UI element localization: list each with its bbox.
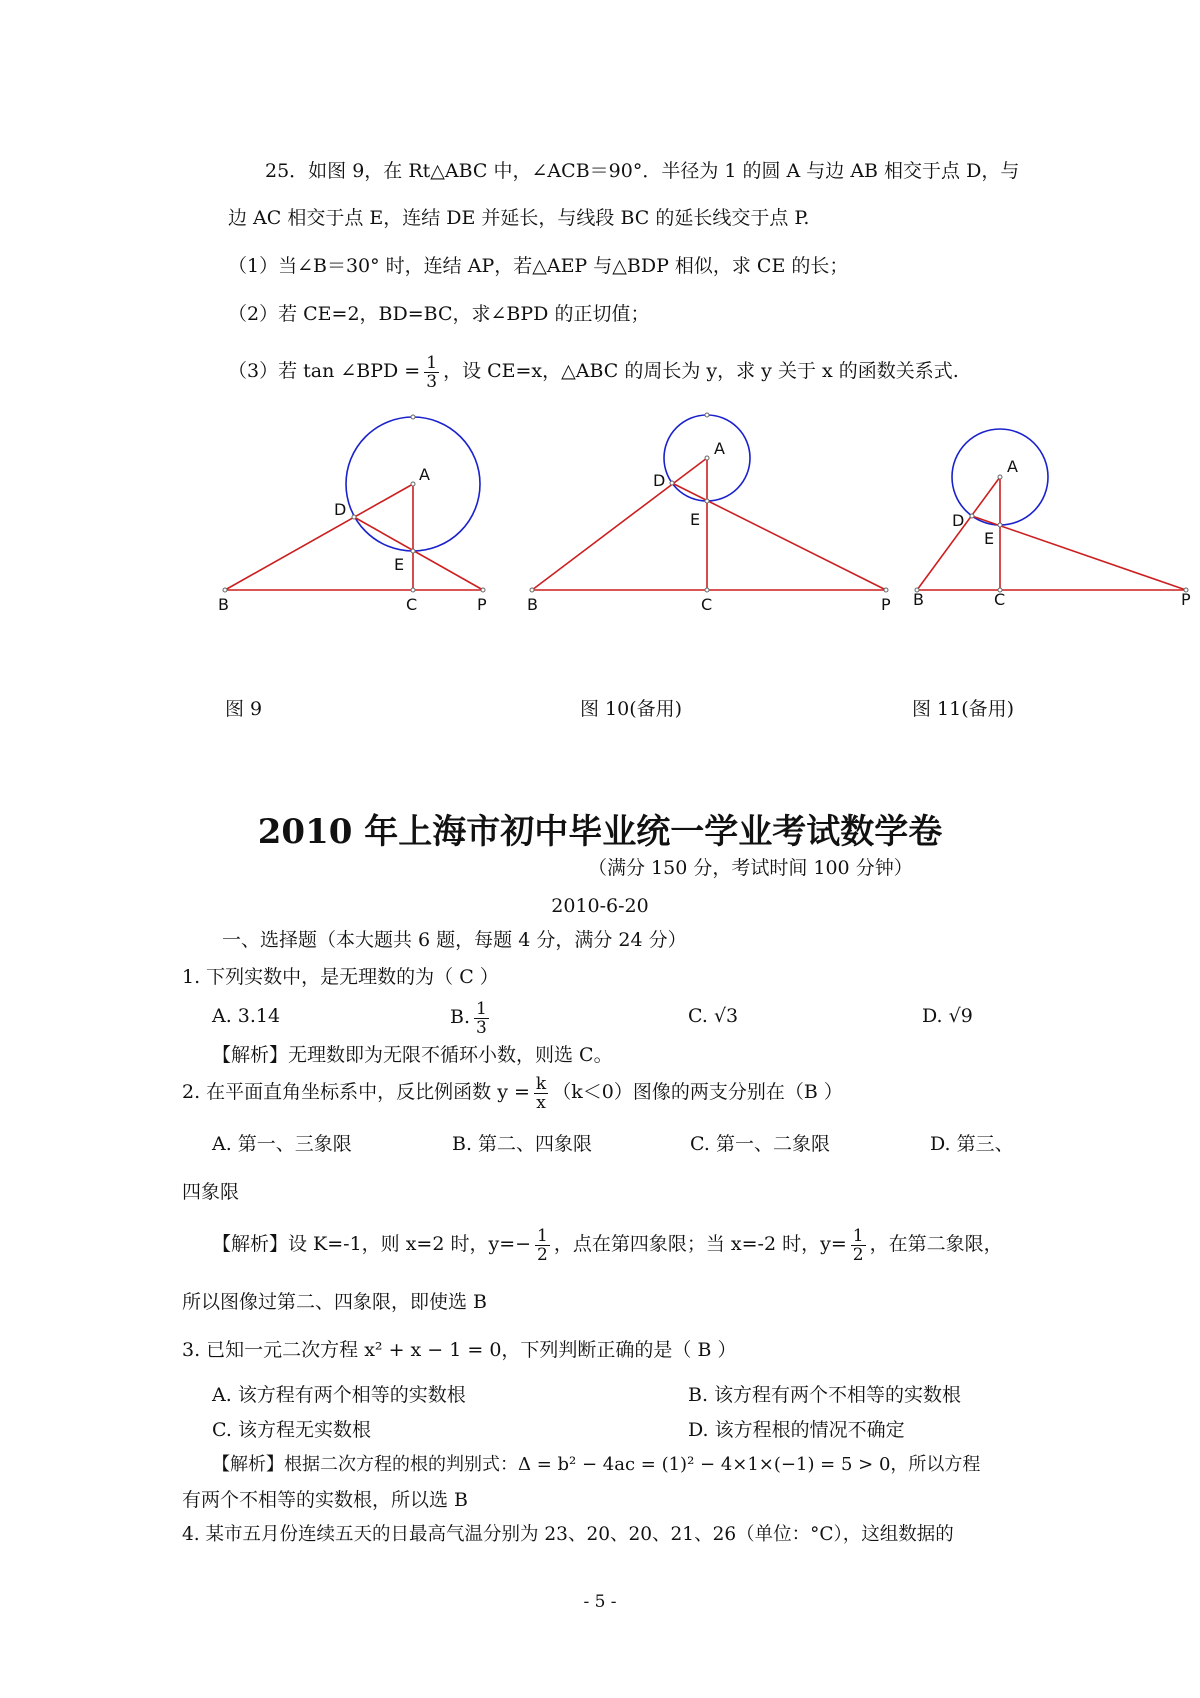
- caption-fig11: 图 11(备用): [912, 698, 1015, 720]
- fraction-numerator: 1: [426, 352, 438, 373]
- q1-option-b-fraction: [474, 1000, 489, 1037]
- fraction-numerator: k: [535, 1073, 547, 1094]
- fig10-label-a: A: [714, 439, 725, 458]
- q3-option-d: D. 该方程根的情况不确定: [688, 1419, 905, 1441]
- q25-part1: （1）当∠B＝30° 时，连结 AP，若△AEP 与△BDP 相似，求 CE 的长；: [228, 255, 849, 277]
- q2-option-d-continued: 四象限: [182, 1181, 240, 1203]
- q3-stem: 3. 已知一元二次方程 x² + x − 1 = 0，下列判断正确的是（ B ）: [182, 1339, 737, 1361]
- q25-part3-fraction: [424, 354, 439, 391]
- q2-stem-suffix: （k＜0）图像的两支分别在（B ）: [552, 1081, 843, 1103]
- q25-line1: 25．如图 9，在 Rt△ABC 中，∠ACB＝90°．半径为 1 的圆 A 与边 AB 相交于点 D，与: [265, 160, 1020, 182]
- exam-date: 2010-6-20: [551, 895, 649, 917]
- fig9-segment-ba: [225, 484, 413, 590]
- figures-row: [0, 400, 1200, 640]
- fraction-numerator: 1: [537, 1225, 548, 1246]
- exam-subtitle: （满分 150 分，考试时间 100 分钟）: [588, 857, 913, 879]
- section-heading: 一、选择题（本大题共 6 题，每题 4 分，满分 24 分）: [222, 929, 687, 951]
- q1-option-d: D. √9: [922, 1005, 973, 1027]
- q2-stem: [182, 1070, 843, 1114]
- page-number: - 5 -: [583, 1592, 617, 1612]
- fraction-numerator: 1: [476, 998, 487, 1019]
- caption-fig10: 图 10(备用): [580, 698, 683, 720]
- q3-option-b: B. 该方程有两个不相等的实数根: [688, 1384, 962, 1406]
- q25-line2: 边 AC 相交于点 E，连结 DE 并延长，与线段 BC 的延长线交于点 P.: [228, 207, 810, 229]
- fig9-label-p: P: [477, 595, 487, 614]
- fig10-label-b: B: [527, 595, 538, 614]
- q1-option-b-label: B.: [450, 1006, 471, 1028]
- caption-fig9: 图 9: [225, 698, 263, 720]
- fraction-denominator: 2: [537, 1244, 548, 1265]
- q4-stem: 4. 某市五月份连续五天的日最高气温分别为 23、20、20、21、26（单位：°C），这组数据的: [182, 1524, 954, 1545]
- fig9-label-c: C: [406, 595, 418, 614]
- q1-stem: 1. 下列实数中，是无理数的为（ C ）: [182, 966, 499, 988]
- fraction-numerator: 1: [852, 1225, 864, 1246]
- q25-part3-prefix: （3）若 tan ∠BPD =: [228, 360, 421, 382]
- q2-analysis-fraction-2: [851, 1227, 866, 1264]
- fig9-label-a: A: [419, 465, 430, 484]
- q3-analysis-line2: 有两个不相等的实数根，所以选 B: [182, 1489, 469, 1511]
- q1-analysis: 【解析】无理数即为无限不循环小数，则选 C。: [212, 1044, 613, 1066]
- fig9-label-e: E: [394, 555, 405, 574]
- q2-analysis-middle: ，点在第四象限；当 x=-2 时，y=: [553, 1233, 847, 1255]
- q3-option-a: A. 该方程有两个相等的实数根: [212, 1384, 466, 1406]
- q2-analysis-prefix: 【解析】设 K=-1，则 x=2 时，y=−: [212, 1233, 532, 1255]
- fraction-denominator: 3: [476, 1017, 487, 1038]
- q2-analysis-line2: 所以图像过第二、四象限，即使选 B: [182, 1291, 488, 1313]
- figure-10: [527, 413, 891, 614]
- fig11-label-c: C: [994, 590, 1006, 609]
- q2-analysis-fraction-1: [535, 1227, 550, 1264]
- fig11-label-e: E: [984, 529, 995, 548]
- q2-option-b: B. 第二、四象限: [452, 1133, 593, 1155]
- q1-option-a: A. 3.14: [212, 1005, 281, 1027]
- fig11-label-p: P: [1181, 590, 1191, 609]
- fig10-label-p: P: [881, 595, 891, 614]
- fig9-label-d: D: [334, 500, 347, 519]
- q2-option-d: D. 第三、: [930, 1133, 1014, 1155]
- fig10-label-d: D: [653, 471, 666, 490]
- fig10-label-c: C: [701, 595, 713, 614]
- q2-analysis-suffix: ，在第二象限，: [869, 1233, 1003, 1255]
- q25-part3-suffix: ，设 CE=x，△ABC 的周长为 y，求 y 关于 x 的函数关系式.: [443, 360, 959, 382]
- fig9-label-b: B: [218, 595, 229, 614]
- fig11-segment-dp: [972, 516, 1186, 590]
- q2-option-a: A. 第一、三象限: [212, 1133, 352, 1155]
- fig10-segment-ba: [532, 458, 707, 590]
- fig10-label-e: E: [690, 510, 701, 529]
- fraction-denominator: 2: [852, 1244, 864, 1265]
- q3-option-c: C. 该方程无实数根: [212, 1419, 371, 1441]
- q2-stem-prefix: 2. 在平面直角坐标系中，反比例函数 y =: [182, 1081, 530, 1103]
- q1-option-b: [450, 995, 493, 1039]
- fig10-segment-dp: [672, 483, 886, 590]
- q25-part3: [228, 346, 959, 396]
- fraction-denominator: x: [536, 1092, 546, 1113]
- q1-option-c: C. √3: [688, 1005, 739, 1027]
- figure-11: [913, 429, 1191, 609]
- fig11-label-a: A: [1007, 457, 1018, 476]
- q3-analysis: 【解析】根据二次方程的根的判别式：Δ = b² − 4ac = (1)² − 4×1×(−1) = 5 > 0，所以方程: [212, 1454, 981, 1475]
- figure-9: [218, 415, 487, 614]
- fraction-denominator: 3: [426, 371, 438, 392]
- fig11-label-b: B: [913, 590, 924, 609]
- q2-option-c: C. 第一、二象限: [690, 1133, 830, 1155]
- fig11-label-d: D: [952, 511, 965, 530]
- q2-analysis: [212, 1220, 1003, 1268]
- q2-stem-fraction: [534, 1075, 548, 1112]
- q25-part2: （2）若 CE=2，BD=BC，求∠BPD 的正切值；: [228, 303, 650, 325]
- exam-title: 2010 年上海市初中毕业统一学业考试数学卷: [257, 812, 943, 852]
